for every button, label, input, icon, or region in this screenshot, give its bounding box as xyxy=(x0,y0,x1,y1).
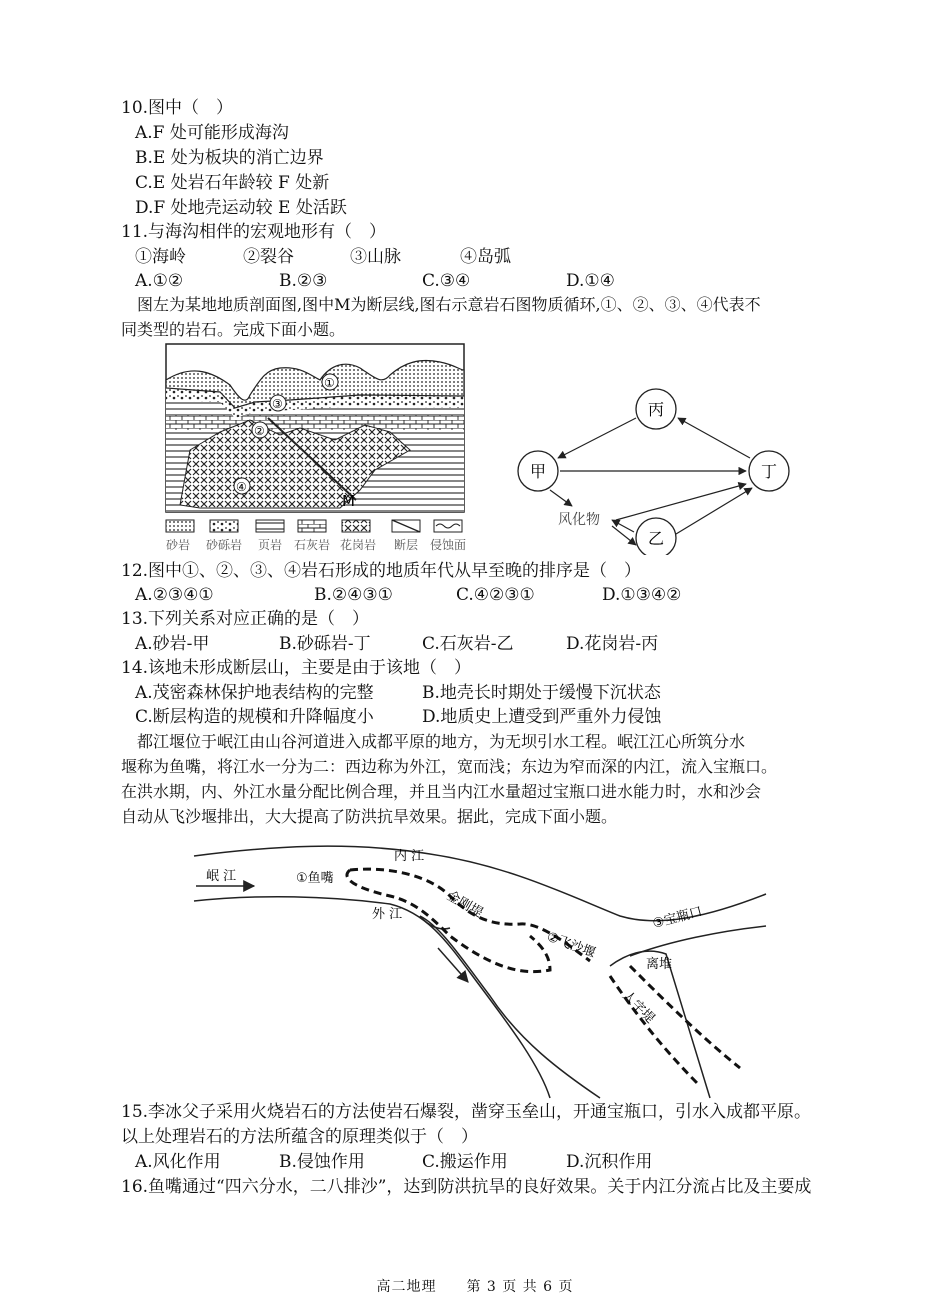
label-yuzui: ①鱼嘴 xyxy=(296,871,334,886)
label-rock-2: ② xyxy=(254,424,265,438)
legend-sandstone: 砂岩 xyxy=(166,538,191,552)
q11-item-3: ③山脉 xyxy=(350,247,401,267)
node-yi: 乙 xyxy=(648,529,665,548)
q14-option-a: A.茂密森林保护地表结构的完整 xyxy=(135,683,374,703)
dujiangyan-map xyxy=(190,836,770,1101)
legend-fault: 断层 xyxy=(394,538,419,552)
intro1-line2: 同类型的岩石。完成下面小题。 xyxy=(121,320,346,339)
q11-item-4: ④岛弧 xyxy=(460,247,511,267)
q11-stem: 11.与海沟相伴的宏观地形有（ ） xyxy=(121,222,387,242)
node-jia: 甲 xyxy=(530,462,547,481)
q13-option-d: D.花岗岩-丙 xyxy=(566,634,659,654)
q15-option-d: D.沉积作用 xyxy=(566,1152,653,1172)
label-jingang-dike: 金刚堤 xyxy=(444,888,486,921)
q11-item-2: ②裂谷 xyxy=(243,247,294,267)
legend-granite: 花岗岩 xyxy=(340,538,377,552)
q15-stem-1: 15.李冰父子采用火烧岩石的方法使岩石爆裂，凿穿玉垒山，开通宝瓶口，引水入成都平原。 xyxy=(121,1102,812,1122)
q12-option-d: D.①③④② xyxy=(602,585,682,605)
geology-figure xyxy=(160,340,800,555)
label-min-river: 岷 江 xyxy=(206,869,237,884)
q11-option-a: A.①② xyxy=(135,271,184,291)
node-ding: 丁 xyxy=(761,462,778,481)
q11-option-c: C.③④ xyxy=(422,271,471,291)
q12-option-b: B.②④③① xyxy=(314,585,393,605)
q10-option-b: B.E 处为板块的消亡边界 xyxy=(135,148,324,168)
intro2-line4: 自动从飞沙堰排出，大大提高了防洪抗旱效果。据此，完成下面小题。 xyxy=(121,807,618,826)
intro1-line1: 图左为某地地质剖面图,图中M为断层线,图右示意岩石图物质循环,①、②、③、④代表不 xyxy=(137,295,761,314)
q13-option-b: B.砂砾岩-丁 xyxy=(279,634,371,654)
q16-stem: 16.鱼嘴通过“四六分水，二八排沙”，达到防洪抗旱的良好效果。关于内江分流占比及主要成 xyxy=(121,1177,812,1197)
q14-stem: 14.该地未形成断层山，主要是由于该地（ ） xyxy=(121,658,472,678)
label-inner-river: 内 江 xyxy=(394,849,425,864)
q10-option-a: A.F 处可能形成海沟 xyxy=(135,123,289,143)
q12-stem: 12.图中①、②、③、④岩石形成的地质年代从早至晚的排序是（ ） xyxy=(121,561,642,581)
intro2-line2: 堰称为鱼嘴，将江水一分为二：西边称为外江，宽而浅；东边为窄而深的内江，流入宝瓶口。 xyxy=(121,757,778,776)
legend-conglomerate: 砂砾岩 xyxy=(206,538,243,552)
q12-option-c: C.④②③① xyxy=(456,585,535,605)
label-outer-river: 外 江 xyxy=(372,907,403,922)
legend-shale: 页岩 xyxy=(258,538,283,552)
q10-option-c: C.E 处岩石年龄较 F 处新 xyxy=(135,173,330,193)
intro2-line1: 都江堰位于岷江由山谷河道进入成都平原的地方，为无坝引水工程。岷江江心所筑分水 xyxy=(137,732,746,751)
q13-stem: 13.下列关系对应正确的是（ ） xyxy=(121,609,370,629)
label-m: M xyxy=(342,492,355,510)
q11-option-b: B.②③ xyxy=(279,271,328,291)
label-renzi-dike: 人字堤 xyxy=(619,988,658,1027)
q14-option-c: C.断层构造的规模和升降幅度小 xyxy=(135,707,374,727)
q15-option-a: A.风化作用 xyxy=(135,1152,221,1172)
label-rock-3: ③ xyxy=(272,397,283,411)
q15-option-c: C.搬运作用 xyxy=(422,1152,508,1172)
q13-option-c: C.石灰岩-乙 xyxy=(422,634,514,654)
q14-option-d: D.地质史上遭受到严重外力侵蚀 xyxy=(422,707,662,727)
node-bing: 丙 xyxy=(648,400,665,419)
page-footer: 高二地理 第 3 页 共 6 页 xyxy=(376,1279,574,1295)
q13-option-a: A.砂岩-甲 xyxy=(135,634,210,654)
label-rock-1: ① xyxy=(324,376,335,390)
q14-option-b: B.地壳长时期处于缓慢下沉状态 xyxy=(422,683,661,703)
intro2-line3: 在洪水期，内、外江水量分配比例合理，并且当内江水量超过宝瓶口进水能力时，水和沙会 xyxy=(121,782,762,801)
q11-option-d: D.①④ xyxy=(566,271,615,291)
label-rock-4: ④ xyxy=(236,480,247,494)
q10-option-d: D.F 处地壳运动较 E 处活跃 xyxy=(135,198,347,218)
q15-stem-2: 以上处理岩石的方法所蕴含的原理类似于（ ） xyxy=(121,1127,478,1147)
q11-item-1: ①海岭 xyxy=(135,247,186,267)
label-lidui: 离堆 xyxy=(646,957,673,972)
weathered-label: 风化物 xyxy=(558,512,600,528)
label-baopingkou: ③宝瓶口 xyxy=(651,904,704,932)
q10-stem: 10.图中（ ） xyxy=(121,98,234,118)
q12-option-a: A.②③④① xyxy=(135,585,214,605)
label-feishayan: ②飞沙堰 xyxy=(544,929,598,962)
legend-erosion: 侵蚀面 xyxy=(430,538,467,552)
q15-option-b: B.侵蚀作用 xyxy=(279,1152,365,1172)
legend-limestone: 石灰岩 xyxy=(294,538,331,552)
